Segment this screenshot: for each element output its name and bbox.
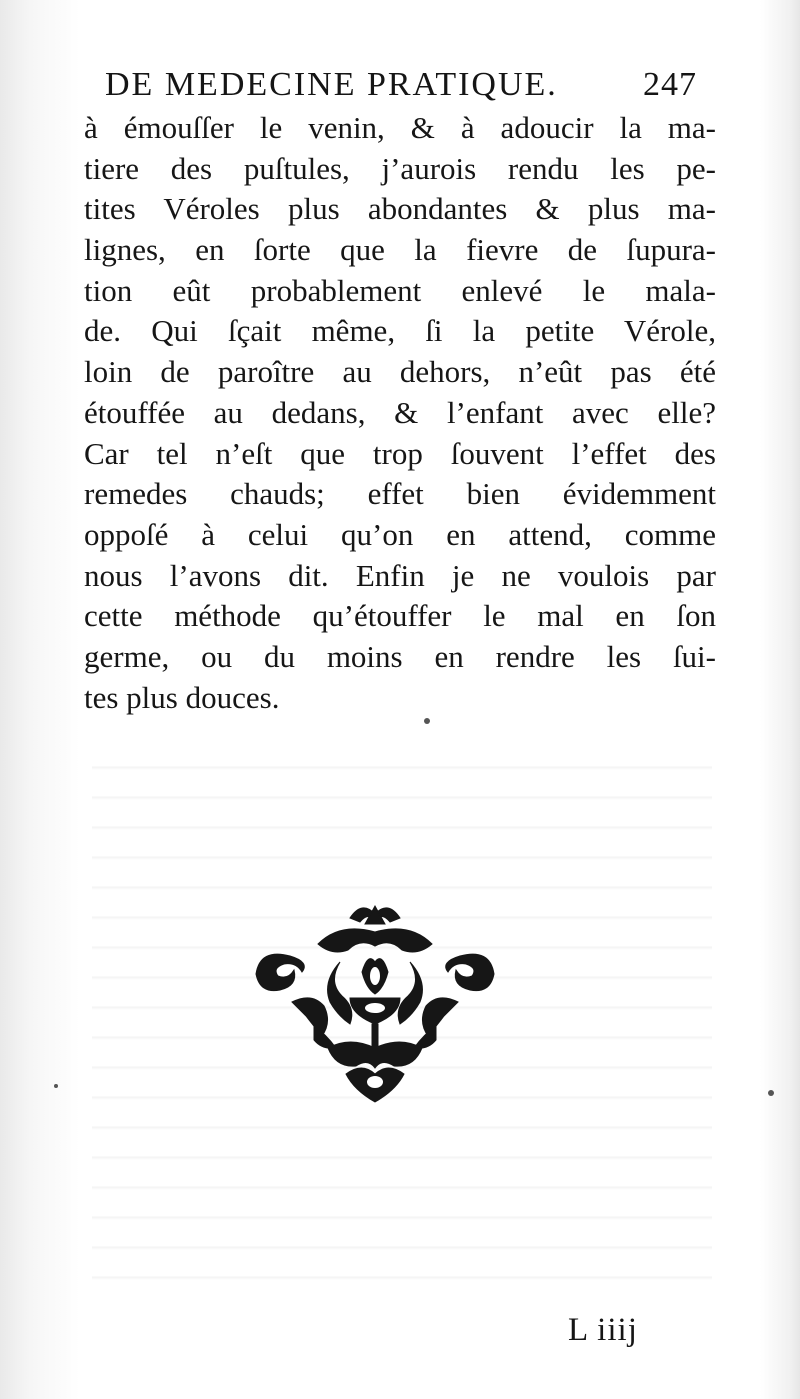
printers-flame-ornament-icon — [250, 898, 500, 1108]
text-line: loin de paroître au dehors, n’eût pas été — [84, 354, 716, 390]
paper-speck — [54, 1084, 58, 1088]
text-line: tion eût probablement enlevé le mala- — [84, 272, 716, 308]
text-line: tiere des puſtules, j’aurois rendu les pe- — [84, 150, 716, 186]
paper-speck — [768, 1090, 774, 1096]
text-line: Car tel n’eſt que trop ſouvent l’effet des — [84, 435, 716, 471]
signature-mark: L iiij — [568, 1312, 638, 1348]
text-line: cette méthode qu’étouffer le mal en ſon — [84, 598, 716, 634]
text-line: tites Véroles plus abondantes & plus ma- — [84, 191, 716, 227]
paper-speck — [424, 718, 430, 724]
text-line: de. Qui ſçait même, ſi la petite Vérole, — [84, 313, 716, 349]
header-title: DE MEDECINE PRATIQUE. — [105, 66, 558, 103]
text-line: étouffée au dedans, & l’enfant avec elle? — [84, 394, 716, 430]
page-number: 247 — [643, 66, 697, 103]
text-line: à émouſſer le venin, & à adoucir la ma- — [84, 110, 716, 145]
text-line: tes plus douces. — [84, 679, 280, 715]
text-line: lignes, en ſorte que la fievre de ſupura- — [84, 232, 716, 268]
text-line: oppoſé à celui qu’on en attend, comme — [84, 516, 716, 552]
body-text — [84, 108, 716, 718]
running-header — [105, 66, 705, 110]
text-line: germe, ou du moins en rendre les ſui- — [84, 638, 716, 674]
text-line: remedes chauds; effet bien évidemment — [84, 476, 716, 512]
text-line: nous l’avons dit. Enfin je ne voulois par — [84, 557, 716, 593]
